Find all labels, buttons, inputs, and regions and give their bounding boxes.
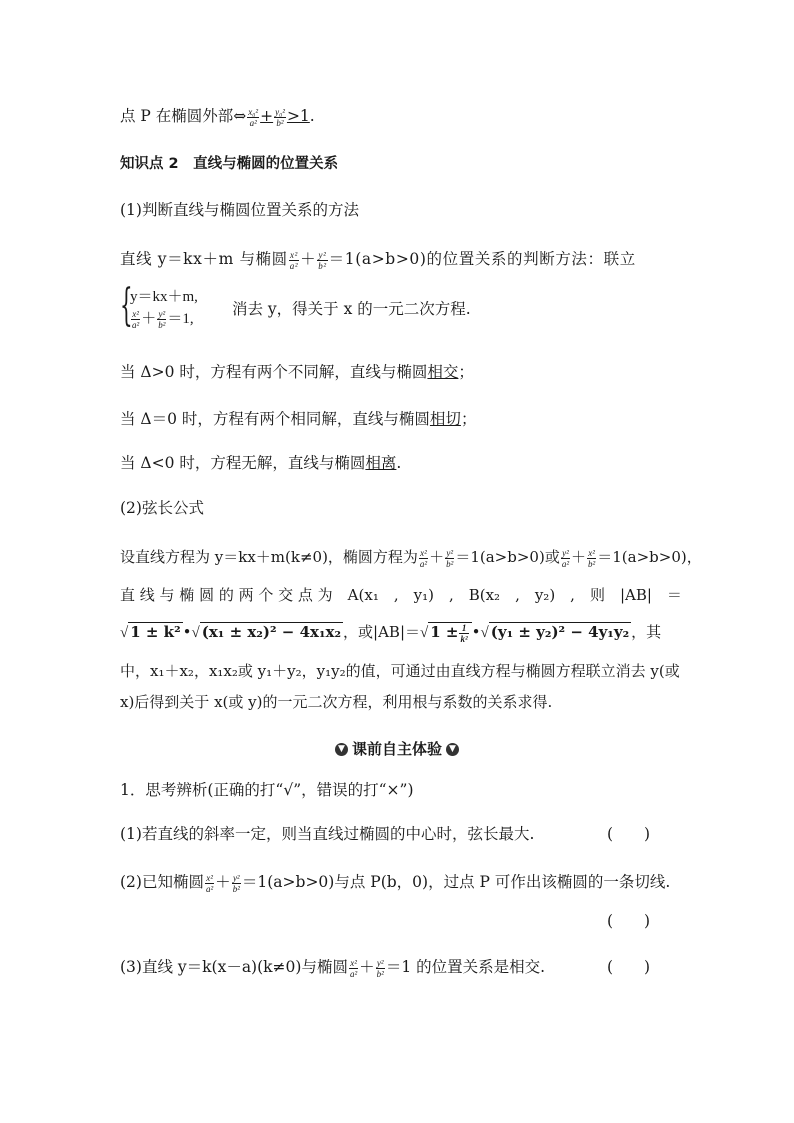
fraction (419, 548, 428, 569)
fraction (445, 548, 454, 569)
num: x² (350, 957, 357, 968)
text: 点 P 在椭圆外部⇔ (120, 107, 247, 125)
radicand-frac (428, 622, 471, 644)
text: ＝1 的位置关系是相交. (385, 958, 546, 976)
num: y² (376, 957, 384, 968)
paragraph-line-ellipse (120, 247, 684, 271)
text: 设直线方程为 y＝kx＋m(k≠0)，椭圆方程为 (120, 548, 418, 566)
question-1-item-1: (1)若直线的斜率一定，则当直线过椭圆的中心时，弦长最大. (120, 825, 535, 843)
text: ； (458, 363, 474, 381)
gt-one: >1 (286, 107, 310, 125)
den: a² (132, 320, 140, 331)
case-delta-negative (120, 451, 684, 475)
sqrt-icon: √ (191, 625, 200, 641)
fraction-y-b (317, 250, 327, 271)
question-1-item-3 (120, 955, 684, 979)
radicand: 1 ± k² (130, 623, 181, 641)
fraction (232, 873, 241, 894)
text: 当 Δ<0 时，方程无解，直线与椭圆 (120, 454, 366, 472)
radicand: (x₁ ± x₂)² − 4x₁x₂ (201, 623, 342, 641)
fraction (131, 309, 140, 330)
text: (2)已知椭圆 (120, 873, 204, 891)
answer-blank-1[interactable]: ( ) (607, 825, 651, 843)
num: y² (446, 547, 454, 558)
den: a² (419, 558, 428, 569)
explanation-line-2: x)后得到关于 x(或 y)的一元二次方程，利用根与系数的关系求得. (120, 693, 553, 711)
plus: ＋ (359, 958, 375, 976)
text: ＝1(a>b>0)或 (455, 548, 560, 566)
plus: ＋ (141, 311, 157, 327)
system-row-2 (130, 307, 194, 330)
den: b² (318, 260, 327, 271)
fraction (587, 548, 596, 569)
chevron-circle-icon: ▼ (335, 743, 348, 756)
sqrt-icon: √ (420, 625, 429, 641)
num: y² (232, 872, 240, 883)
num: y² (318, 249, 327, 260)
subsection-1: (1)判断直线与椭圆位置关系的方法 (120, 201, 359, 219)
knowledge-point-2-heading: 知识点 2 直线与椭圆的位置关系 (120, 156, 339, 172)
num: x² (420, 547, 427, 558)
section-title: 课前自主体验 (351, 740, 442, 758)
den: b² (276, 117, 284, 128)
fraction (561, 548, 570, 569)
text: ，其 (631, 623, 662, 641)
num: x² (588, 547, 595, 558)
chord-setup-line (120, 545, 702, 569)
text: ＝1(a>b>0)的位置关系的判断方法：联立 (328, 250, 636, 268)
fraction (205, 873, 214, 894)
system-tail: 消去 y，得关于 x 的一元二次方程. (232, 300, 471, 318)
dot: • (471, 623, 481, 641)
fraction-y0-b (274, 107, 286, 128)
text: ，或|AB|＝ (343, 623, 420, 641)
system-row-1: y＝kx＋m, (130, 289, 198, 305)
den: a² (561, 558, 570, 569)
sqrt-icon: √ (480, 625, 489, 641)
dot: • (182, 623, 192, 641)
num: x² (206, 872, 213, 883)
ellipse-exterior-condition (120, 104, 684, 128)
equation-system (120, 280, 780, 335)
den: a² (349, 968, 358, 979)
section-heading (0, 738, 794, 759)
num: x² (290, 249, 298, 260)
chevron-circle-icon: ▼ (446, 743, 459, 756)
text: 当 Δ>0 时，方程有两个不同解，直线与椭圆 (120, 363, 428, 381)
plus: + (260, 107, 274, 125)
question-1: 1．思考辨析(正确的打“√”，错误的打“×”) (120, 781, 414, 799)
num: 1 (459, 623, 468, 634)
den: b² (588, 558, 596, 569)
radicand: (y₁ ± y₂)² − 4y₁y₂ (490, 623, 630, 641)
num: y² (562, 547, 569, 558)
answer-intersect: 相交 (427, 363, 459, 381)
fraction-x0-a (247, 107, 259, 128)
fraction (459, 623, 468, 644)
den: b² (376, 968, 384, 979)
text: 直线 y＝kx＋m 与椭圆 (120, 250, 288, 268)
num: y² (158, 309, 166, 320)
fraction (349, 958, 358, 979)
chord-length-formula (120, 620, 684, 645)
fraction (376, 958, 385, 979)
text: ； (460, 410, 477, 428)
plus: ＋ (571, 548, 587, 566)
den: a² (289, 260, 299, 271)
case-delta-zero (120, 407, 684, 431)
plus: ＋ (215, 873, 231, 891)
text: 当 Δ＝0 时，方程有两个相同解，直线与椭圆 (120, 410, 430, 428)
answer-separate: 相离 (365, 454, 397, 472)
explanation-line-1: 中，x₁＋x₂，x₁x₂或 y₁＋y₂，y₁y₂的值，可通过由直线方程与椭圆方程联立消去 y(或 (120, 662, 680, 680)
fraction (157, 309, 166, 330)
text: . (396, 454, 402, 472)
answer-blank-3[interactable]: ( ) (607, 958, 651, 976)
num: x² (132, 309, 139, 320)
sqrt-icon: √ (120, 625, 129, 641)
num: y₀² (275, 106, 285, 117)
question-1-item-2 (120, 870, 684, 894)
plus: ＋ (300, 250, 317, 268)
num: x₀² (248, 106, 259, 117)
den: b² (232, 883, 240, 894)
fraction-x-a (289, 250, 299, 271)
den: a² (205, 883, 214, 894)
den: b² (446, 558, 454, 569)
answer-blank-2[interactable]: ( ) (607, 912, 651, 930)
den: k² (460, 633, 468, 644)
text: (3)直线 y＝k(x－a)(k≠0)与椭圆 (120, 958, 348, 976)
text: ＝1, (167, 311, 194, 327)
text: ＝1(a>b>0)与点 P(b，0)，过点 P 可作出该椭圆的一条切线. (241, 873, 671, 891)
brace-icon: { (120, 280, 133, 331)
plus: ＋ (429, 548, 445, 566)
text: 1 ± (430, 623, 459, 641)
subsection-2: (2)弦长公式 (120, 499, 204, 517)
intersection-points-line: 直 线 与 椭 圆 的 两 个 交 点 为 A(x₁ , y₁) , B(x₂ , y₂) , 则 |AB| ＝ (120, 586, 682, 604)
period: . (309, 107, 315, 125)
case-delta-positive (120, 360, 684, 384)
text: ＝1(a>b>0)， (597, 548, 702, 566)
den: b² (158, 320, 166, 331)
den: a² (249, 117, 257, 128)
answer-tangent: 相切 (429, 410, 461, 428)
